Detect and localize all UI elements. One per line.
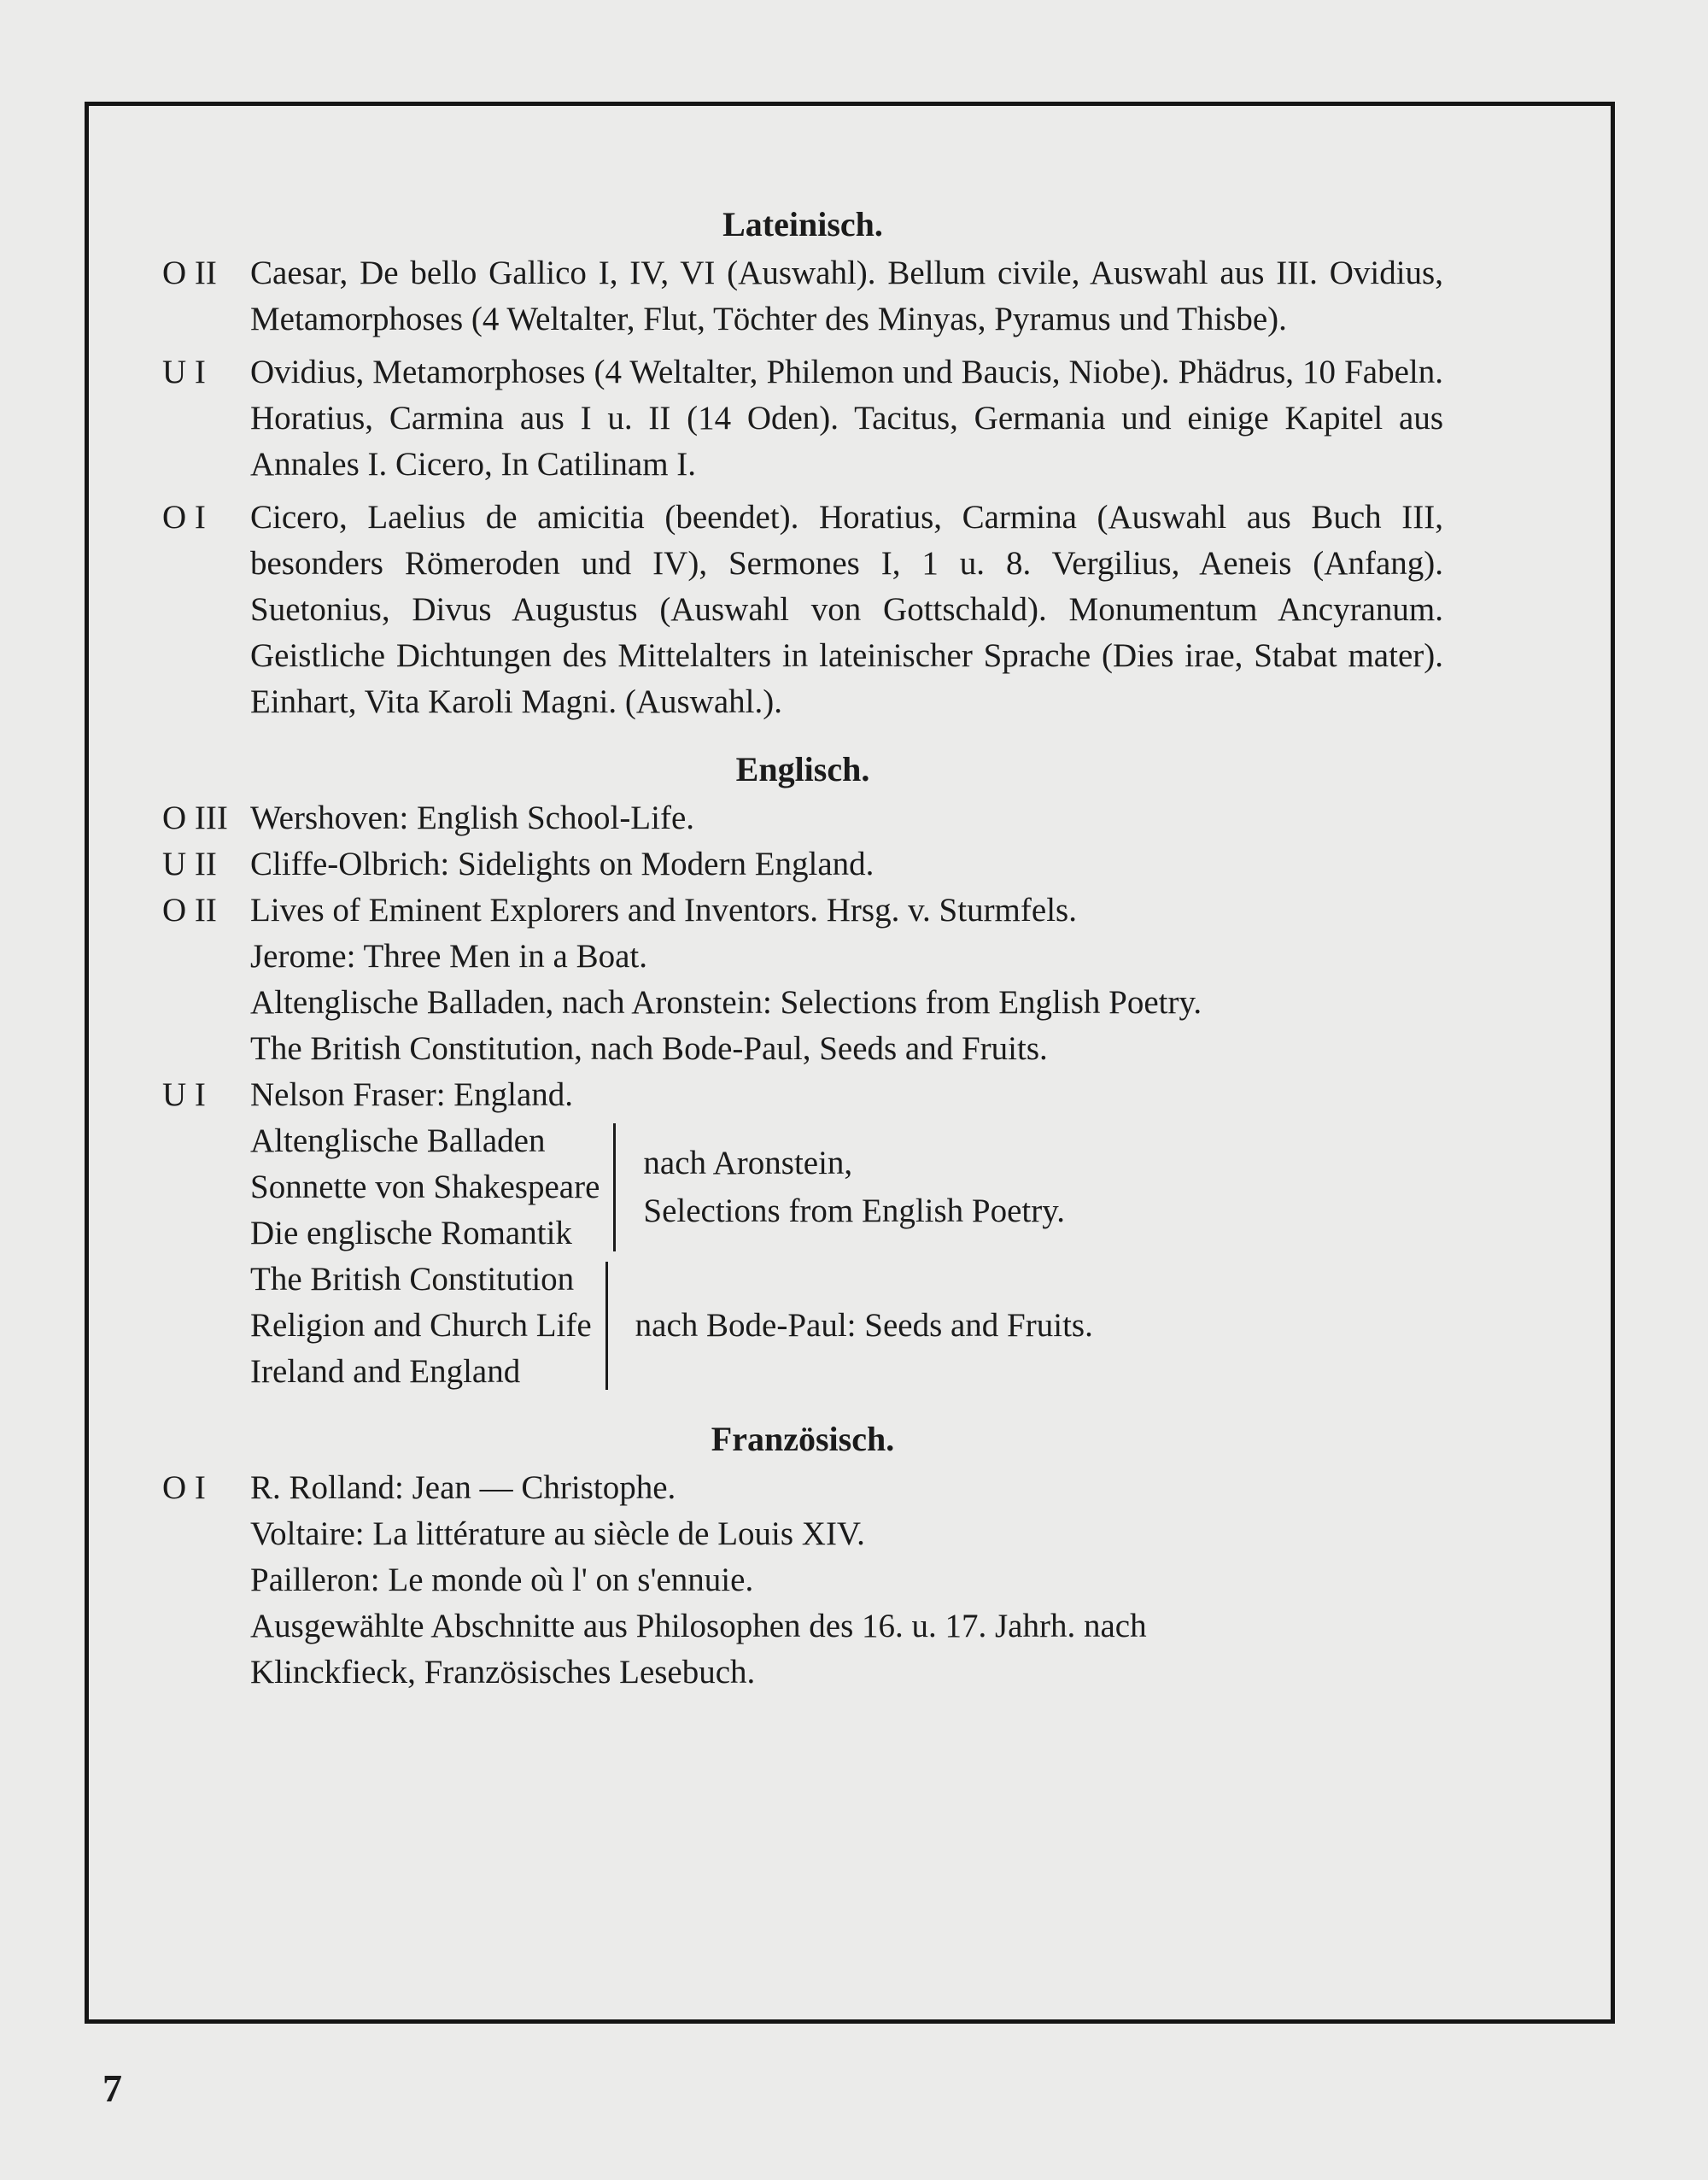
group-item: Die englische Romantik bbox=[250, 1215, 572, 1251]
entry-line: Nelson Fraser: England. bbox=[250, 1076, 574, 1113]
english-entry-o2 bbox=[162, 888, 1443, 1072]
class-level: O I bbox=[162, 1469, 206, 1506]
target-line: Selections from English Poetry. bbox=[643, 1193, 1065, 1229]
group-target bbox=[643, 1140, 1065, 1235]
brace-bracket bbox=[605, 1262, 623, 1390]
group-target: nach Bode-Paul: Seeds and Fruits. bbox=[635, 1307, 1093, 1344]
entry-line: R. Rolland: Jean — Christophe. bbox=[250, 1469, 676, 1506]
english-entry-o3 bbox=[162, 795, 1443, 841]
class-level: U I bbox=[162, 1076, 206, 1113]
aronstein-group bbox=[250, 1118, 1443, 1257]
target-line: nach Aronstein, bbox=[643, 1145, 853, 1181]
entry-text: Wershoven: English School-Life. bbox=[250, 800, 695, 836]
french-heading: Französisch. bbox=[711, 1420, 895, 1458]
entry-line: Voltaire: La littérature au siècle de Louis XIV. bbox=[250, 1515, 865, 1552]
group-item: Religion and Church Life bbox=[250, 1307, 592, 1344]
group-item: Ireland and England bbox=[250, 1353, 521, 1390]
latin-entry-o2 bbox=[162, 250, 1443, 343]
latin-heading: Lateinisch. bbox=[722, 205, 883, 243]
entry-line: Altenglische Balladen, nach Aronstein: Selections from English Poetry. bbox=[250, 984, 1202, 1021]
group-item: Sonnette von Shakespeare bbox=[250, 1169, 600, 1205]
english-entry-u1 bbox=[162, 1072, 1443, 1395]
latin-entry-o1 bbox=[162, 495, 1443, 725]
group-item: Altenglische Balladen bbox=[250, 1122, 546, 1159]
class-level: O II bbox=[162, 255, 217, 291]
class-level: U I bbox=[162, 354, 206, 390]
bode-paul-group bbox=[250, 1257, 1443, 1395]
french-entry-o1 bbox=[162, 1465, 1443, 1696]
class-level: O II bbox=[162, 892, 217, 929]
entry-line: Jerome: Three Men in a Boat. bbox=[250, 938, 647, 975]
entry-text: Cliffe-Olbrich: Sidelights on Modern England. bbox=[250, 846, 874, 882]
entry-text: Caesar, De bello Gallico I, IV, VI (Auswahl). Bellum civile, Auswahl aus III. Ovidius, Metamorphoses (4 Weltalter, Flut, Töchter des Minyas, Pyramus und Thisbe). bbox=[250, 255, 1443, 337]
class-level: O I bbox=[162, 499, 206, 536]
entry-text: Cicero, Laelius de amicitia (beendet). Horatius, Carmina (Auswahl aus Buch III, besonders Römeroden und IV), Sermones I, 1 u. 8. Vergilius, Aeneis (Anfang). Suetonius, Divus Augustus (Auswahl von Gottschald). Monumentum Ancyranum. Geistliche Dichtungen des Mittelalters in lateinischer Sprache (Dies irae, Stabat mater). Einhart, Vita Karoli Magni. (Auswahl.). bbox=[250, 499, 1443, 720]
entry-text: Ovidius, Metamorphoses (4 Weltalter, Philemon und Baucis, Niobe). Phädrus, 10 Fabeln. Horatius, Carmina aus I u. II (14 Oden). Tacitus, Germania und einige Kapitel aus Annales I. Cicero, In Catilinam I. bbox=[250, 354, 1443, 483]
class-level: U II bbox=[162, 846, 217, 882]
english-heading: Englisch. bbox=[735, 750, 870, 788]
latin-entry-u1 bbox=[162, 349, 1443, 488]
entry-line: The British Constitution, nach Bode-Paul, Seeds and Fruits. bbox=[250, 1030, 1048, 1067]
reading-list bbox=[162, 201, 1443, 1696]
entry-line: Ausgewählte Abschnitte aus Philosophen des 16. u. 17. Jahrh. nach bbox=[250, 1608, 1147, 1644]
class-level: O III bbox=[162, 800, 228, 836]
page-number: 7 bbox=[102, 2066, 122, 2110]
entry-line: Lives of Eminent Explorers and Inventors. Hrsg. v. Sturmfels. bbox=[250, 892, 1077, 929]
group-item: The British Constitution bbox=[250, 1261, 575, 1298]
english-entry-u2 bbox=[162, 841, 1443, 888]
entry-line: Pailleron: Le monde où l' on s'ennuie. bbox=[250, 1562, 754, 1598]
brace-bracket bbox=[613, 1123, 631, 1251]
entry-line: Klinckfieck, Französisches Lesebuch. bbox=[250, 1654, 756, 1691]
